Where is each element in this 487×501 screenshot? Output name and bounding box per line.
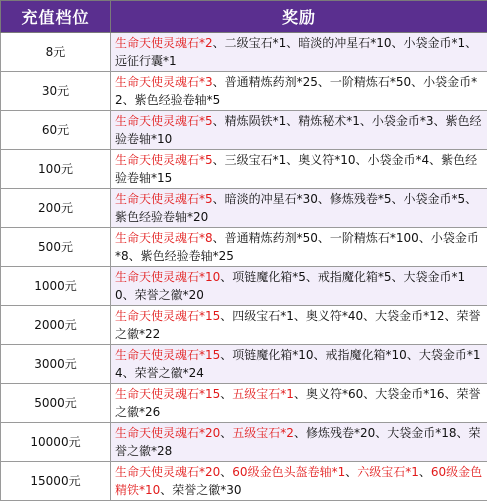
reward-highlight-text: 生命天使灵魂石*15 <box>115 387 220 401</box>
recharge-tier-cell: 3000元 <box>1 345 111 384</box>
reward-highlight-text: 生命天使灵魂石*20 <box>115 465 220 479</box>
reward-text: 、暗淡的冲星石*30、修炼残卷*5、小袋金币*5、紫色经验卷轴*20 <box>115 192 477 224</box>
reward-cell <box>111 384 487 423</box>
reward-cell <box>111 33 487 72</box>
tier-column-header: 充值档位 <box>1 1 111 33</box>
reward-highlight-text: 生命天使灵魂石*10 <box>115 270 220 284</box>
recharge-tier-cell: 500元 <box>1 228 111 267</box>
reward-cell <box>111 150 487 189</box>
table-row <box>1 306 487 345</box>
reward-text: 、 <box>220 387 232 401</box>
recharge-tier-cell: 1000元 <box>1 267 111 306</box>
table-row <box>1 228 487 267</box>
reward-text: 、 <box>419 465 431 479</box>
reward-highlight-text: 生命天使灵魂石*5 <box>115 153 213 167</box>
reward-highlight-text: 六级宝石*1 <box>357 465 419 479</box>
reward-cell <box>111 345 487 384</box>
reward-highlight-text: 生命天使灵魂石*8 <box>115 231 213 245</box>
reward-highlight-text: 生命天使灵魂石*20 <box>115 426 220 440</box>
reward-highlight-text: 生命天使灵魂石*3 <box>115 75 213 89</box>
reward-highlight-text: 生命天使灵魂石*5 <box>115 114 213 128</box>
table-row <box>1 267 487 306</box>
table-row <box>1 384 487 423</box>
reward-cell <box>111 228 487 267</box>
recharge-tier-cell: 60元 <box>1 111 111 150</box>
reward-highlight-text: 生命天使灵魂石*5 <box>115 192 213 206</box>
table-row <box>1 72 487 111</box>
table-header-row <box>1 1 487 33</box>
reward-highlight-text: 生命天使灵魂石*15 <box>115 309 220 323</box>
reward-text: 、 <box>345 465 357 479</box>
reward-highlight-text: 五级宝石*1 <box>232 387 294 401</box>
table-row <box>1 150 487 189</box>
table-row <box>1 111 487 150</box>
table-row <box>1 189 487 228</box>
recharge-tier-cell: 200元 <box>1 189 111 228</box>
table-body <box>1 33 487 501</box>
reward-column-header: 奖励 <box>111 1 487 33</box>
reward-text: 、四级宝石*1、奥义符*40、大袋金币*12、荣誉之徽*22 <box>115 309 480 341</box>
reward-highlight-text: 五级宝石*2 <box>232 426 294 440</box>
reward-text: 、奥义符*60、大袋金币*16、荣誉之徽*26 <box>115 387 480 419</box>
table-row <box>1 345 487 384</box>
reward-cell <box>111 462 487 501</box>
recharge-tier-cell: 30元 <box>1 72 111 111</box>
reward-cell <box>111 423 487 462</box>
reward-text: 、 <box>220 465 232 479</box>
table-row <box>1 423 487 462</box>
reward-highlight-text: 生命天使灵魂石*2 <box>115 36 213 50</box>
reward-cell <box>111 189 487 228</box>
table-row <box>1 33 487 72</box>
recharge-tier-cell: 5000元 <box>1 384 111 423</box>
reward-cell <box>111 267 487 306</box>
reward-text: 、修炼残卷*20、大袋金币*18、荣誉之徽*28 <box>115 426 480 458</box>
reward-text: 、荣誉之徽*30 <box>160 483 241 497</box>
reward-text: 、普通精炼药剂*50、一阶精炼石*100、小袋金币*8、紫色经验卷轴*25 <box>115 231 479 263</box>
reward-text: 、普通精炼药剂*25、一阶精炼石*50、小袋金币*2、紫色经验卷轴*5 <box>115 75 477 107</box>
reward-text: 、精炼陨铁*1、精炼秘术*1、小袋金币*3、紫色经验卷轴*10 <box>115 114 482 146</box>
recharge-tier-cell: 8元 <box>1 33 111 72</box>
recharge-tier-cell: 10000元 <box>1 423 111 462</box>
recharge-tier-cell: 15000元 <box>1 462 111 501</box>
reward-cell <box>111 111 487 150</box>
reward-highlight-text: 生命天使灵魂石*15 <box>115 348 220 362</box>
reward-text: 、二级宝石*1、暗淡的冲星石*10、小袋金币*1、远征行囊*1 <box>115 36 477 68</box>
recharge-tier-cell: 2000元 <box>1 306 111 345</box>
reward-text: 、项链魔化箱*10、戒指魔化箱*10、大袋金币*14、荣誉之徽*24 <box>115 348 480 380</box>
reward-cell <box>111 306 487 345</box>
reward-cell <box>111 72 487 111</box>
reward-highlight-text: 60级金色精铁*10 <box>115 465 482 497</box>
reward-highlight-text: 60级金色头盔卷轴*1 <box>232 465 345 479</box>
reward-text: 、三级宝石*1、奥义符*10、小袋金币*4、紫色经验卷轴*15 <box>115 153 477 185</box>
reward-text: 、项链魔化箱*5、戒指魔化箱*5、大袋金币*10、荣誉之徽*20 <box>115 270 465 302</box>
reward-text: 、 <box>220 426 232 440</box>
recharge-tier-cell: 100元 <box>1 150 111 189</box>
table-row <box>1 462 487 501</box>
